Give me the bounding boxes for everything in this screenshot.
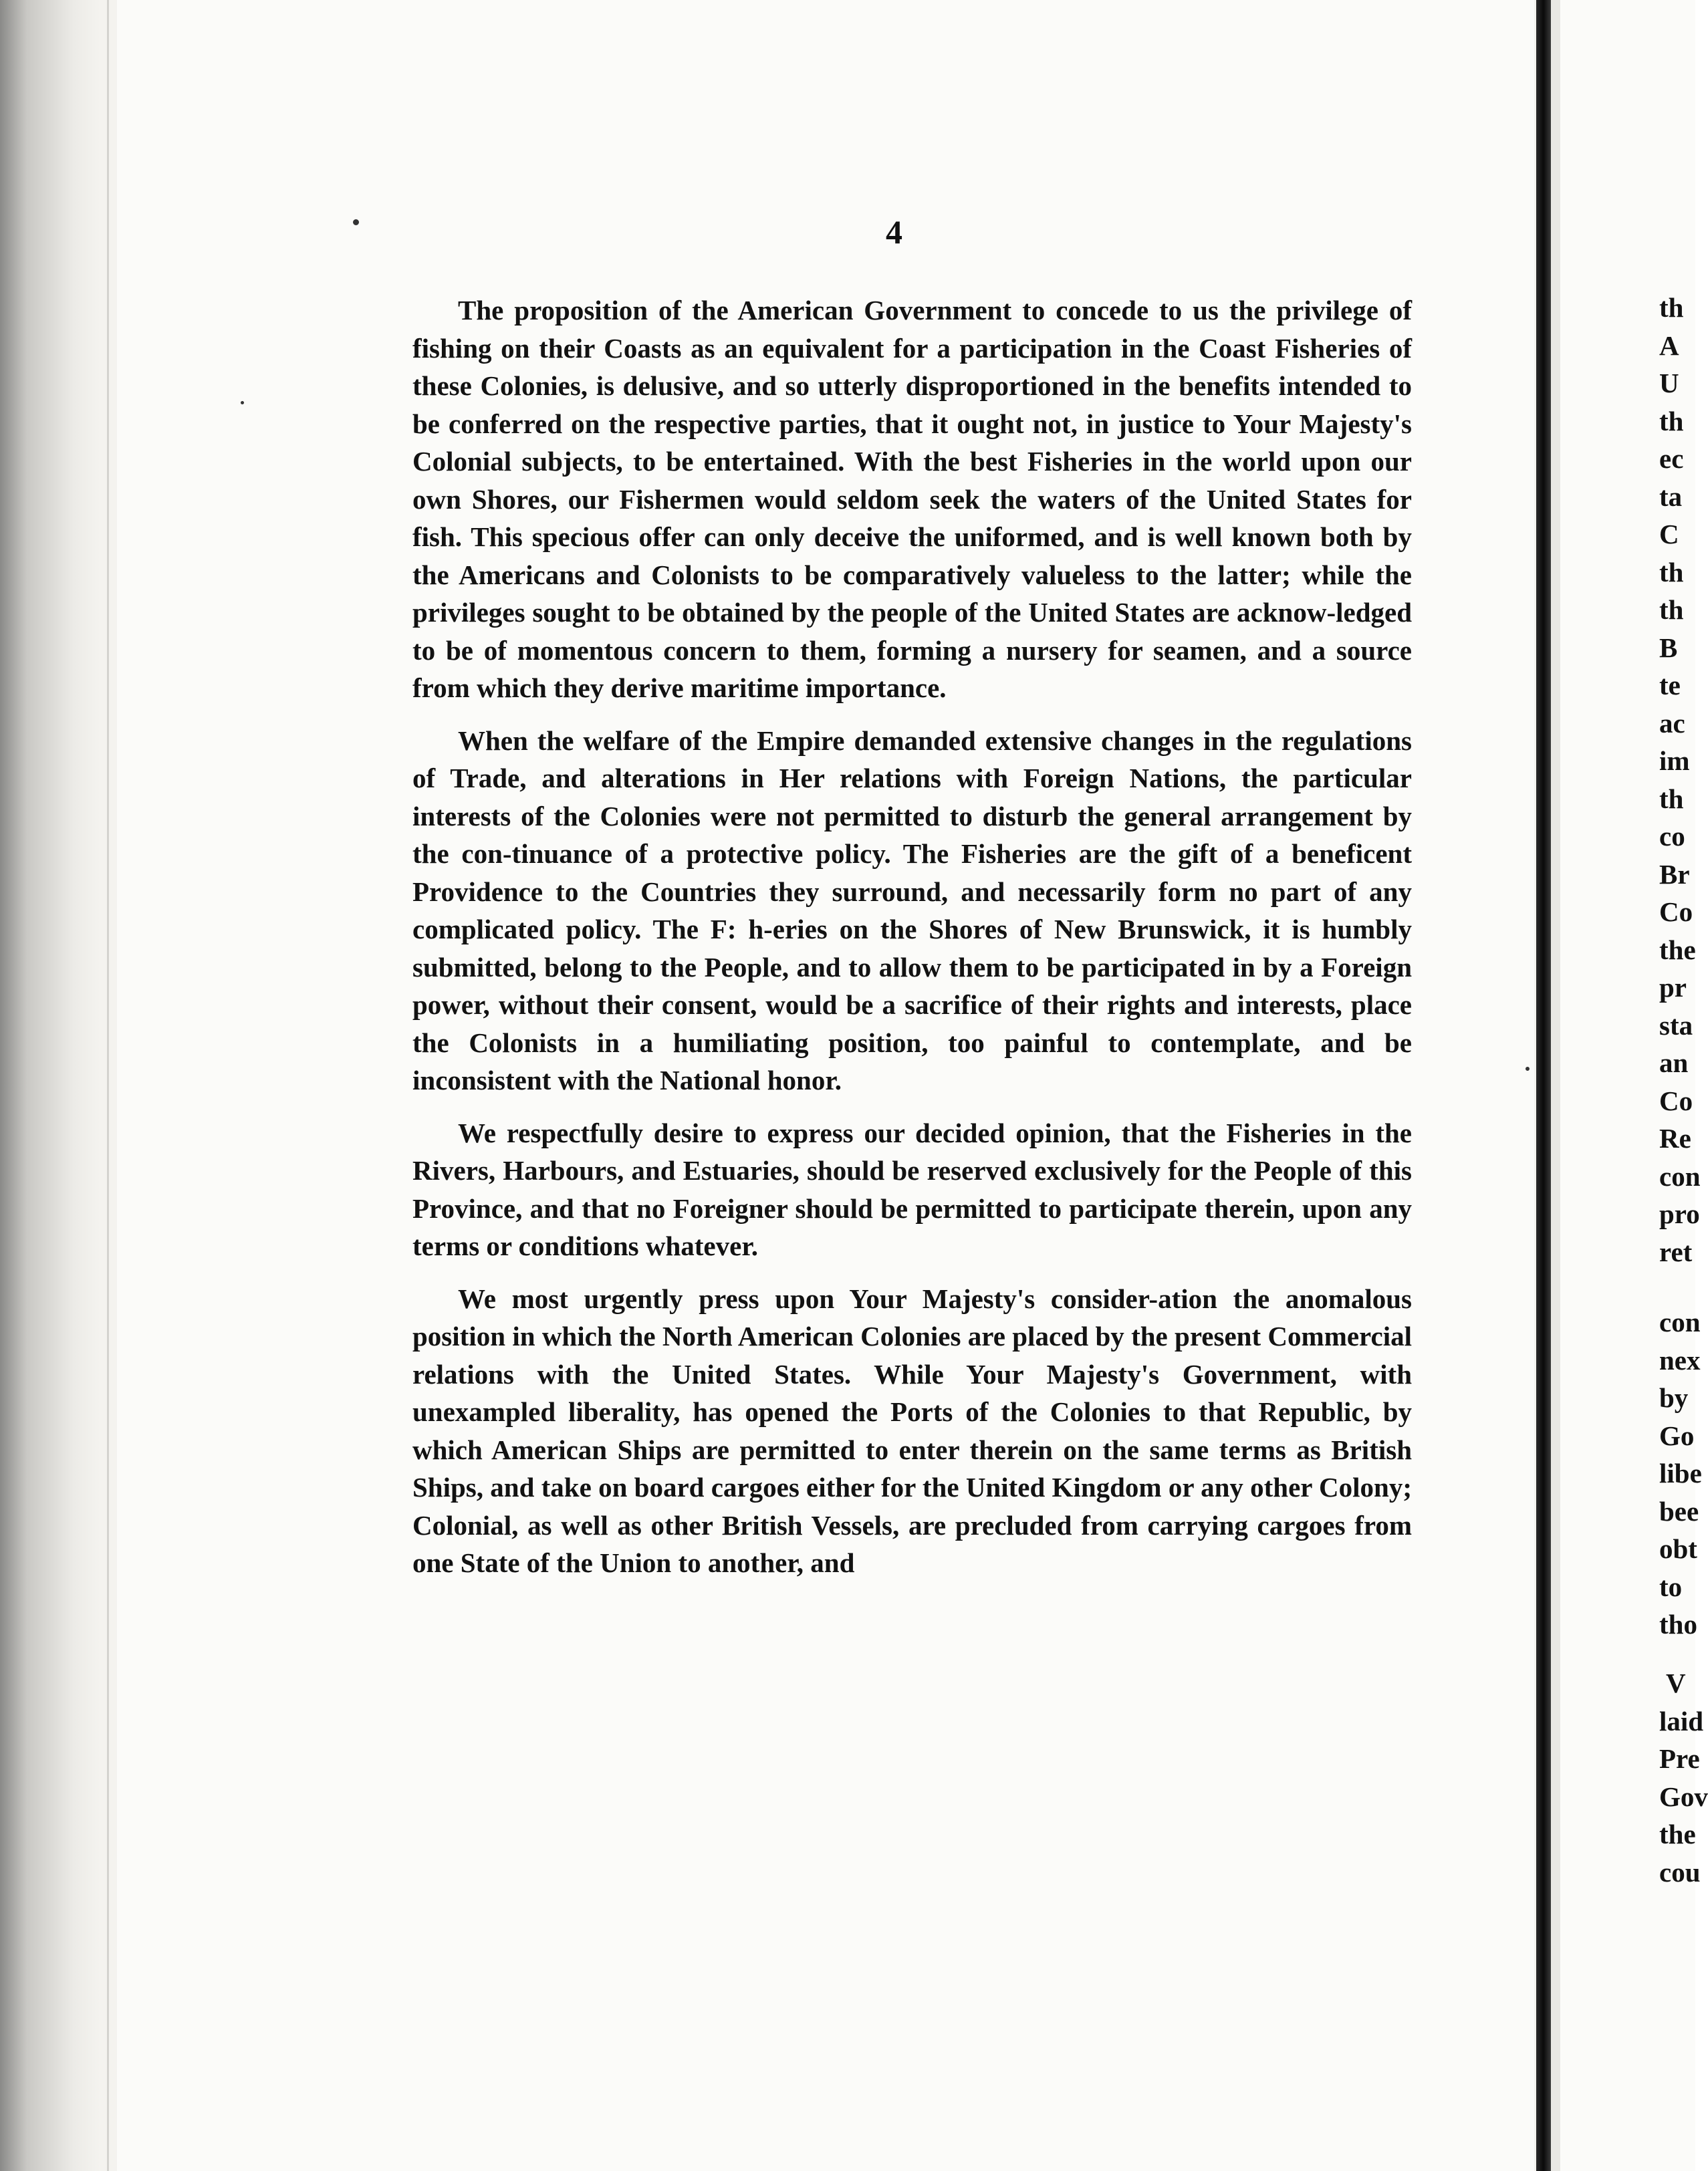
facing-page-fragment: by [1659, 1382, 1689, 1413]
facing-page-fragment: th [1659, 556, 1684, 588]
facing-page-fragment: U [1659, 368, 1679, 398]
facing-page-fragment: nex [1659, 1344, 1701, 1376]
facing-page-fragment: laid [1659, 1705, 1704, 1737]
facing-page-fragment: the [1659, 1819, 1696, 1849]
facing-page-fragment: ret [1659, 1236, 1693, 1267]
facing-page-fragment: th [1659, 783, 1684, 814]
facing-page-fragment: Re [1659, 1123, 1691, 1154]
scan-speck [353, 219, 359, 225]
facing-page-fragment: C [1659, 519, 1679, 549]
facing-page-fragment: co [1659, 821, 1685, 852]
facing-page-fragment: th [1659, 405, 1684, 436]
paragraph: When the welfare of the Empire demanded extensive changes in the regulations of Trade, and alterations in Her relations with Foreign Nations, the particular interests of the Colonies were not permitted to disturb the general arrangement by the con-tinuance of a protective policy. The Fisheries are the gift of a beneficent Providence to the Countries they surround, and necessarily form no part of any complicated policy. The F: h-eries on the Shores of New Brunswick, it is humbly submitted, belong to the People, and to allow them to be participated in by a Foreign power, without their consent, would be a sacrifice of their rights and interests, place the Colonists in a humiliating position, too painful to contemplate, and be inconsistent with the National honor. [412, 725, 1412, 1096]
facing-page-fragment: bee [1659, 1495, 1699, 1527]
facing-page-fragment: V [1666, 1668, 1686, 1698]
facing-page-fragment: Gov [1659, 1781, 1708, 1812]
facing-page-fragment: pro [1659, 1198, 1700, 1229]
facing-page-fragment: sta [1659, 1009, 1693, 1041]
facing-page-fragment: ac [1659, 707, 1685, 739]
facing-page-fragment: im [1659, 745, 1690, 776]
facing-page-fragment: B [1659, 632, 1678, 663]
scan-speck [241, 401, 244, 404]
facing-page-fragment: tho [1659, 1609, 1697, 1640]
facing-page-fragment: th [1659, 292, 1684, 323]
gutter-gap [1551, 0, 1560, 2171]
facing-page-fragment: Go [1659, 1420, 1695, 1451]
facing-page-fragment: ta [1659, 481, 1683, 512]
facing-page-fragment: Br [1659, 858, 1690, 890]
facing-page-fragment: Co [1659, 896, 1693, 927]
left-page-edge [0, 0, 100, 2171]
paragraph: We respectfully desire to express our decided opinion, that the Fisheries in the Rivers, Harbours, and Estuaries, should be reserved exclusively for the People of this Province, and that no Foreigner should be permitted to participate therein, upon any terms or conditions whatever. [412, 1117, 1412, 1261]
scan-speck [1526, 1067, 1530, 1071]
left-edge-line [107, 0, 109, 2171]
facing-page-fragment: libe [1659, 1458, 1702, 1489]
facing-page-fragment: con [1659, 1307, 1701, 1337]
page-gutter [1536, 0, 1551, 2171]
facing-page-fragment: th [1659, 594, 1684, 625]
facing-page-fragment: Pre [1659, 1743, 1700, 1774]
facing-page-fragment: A [1659, 330, 1679, 361]
facing-page-fragment: te [1659, 670, 1681, 700]
page-number: 4 [886, 213, 902, 251]
facing-page-fragment: to [1659, 1571, 1683, 1602]
body-text [412, 291, 1412, 1582]
paragraph: We most urgently press upon Your Majesty's consider-ation the anomalous position in which the North American Colonies are placed by the present Commercial relations with the United States. While Your Majesty's Government, with unexampled liberality, has opened the Ports of the Colonies to that Republic, by which American Ships are permitted to enter therein on the same terms as British Ships, and take on board cargoes either for the United Kingdom or any other Colony; Colonial, as well as other British Vessels, are precluded from carrying cargoes from one State of the Union to another, and [412, 1283, 1412, 1578]
facing-page-fragment: obt [1659, 1533, 1697, 1564]
facing-page-fragment: ec [1659, 443, 1684, 474]
facing-page-fragment: Co [1659, 1085, 1693, 1116]
paragraph: The proposition of the American Government to concede to us the privilege of fishing on their Coasts as an equivalent for a participation in the Coast Fisheries of these Colonies, is delusive, and so utterly disproportioned in the benefits intended to be conferred on the respective parties, that it ought not, in justice to Your Majesty's Colonial subjects, to be entertained. With the best Fisheries in the world upon our own Shores, our Fishermen would seldom seek the waters of the United States for fish. This specious offer can only deceive the uniformed, and is well known both by the Americans and Colonists to be comparatively valueless to the latter; while the privileges sought to be obtained by the people of the United States are acknow-ledged to be of momentous concern to them, forming a nursery for seamen, and a source from which they derive maritime importance. [412, 295, 1412, 703]
facing-page-fragment: an [1659, 1047, 1689, 1078]
facing-page-fragment: cou [1659, 1856, 1701, 1888]
facing-page-fragment: con [1659, 1160, 1701, 1192]
facing-page-fragment: the [1659, 934, 1696, 965]
facing-page-fragment: pr [1659, 972, 1687, 1003]
